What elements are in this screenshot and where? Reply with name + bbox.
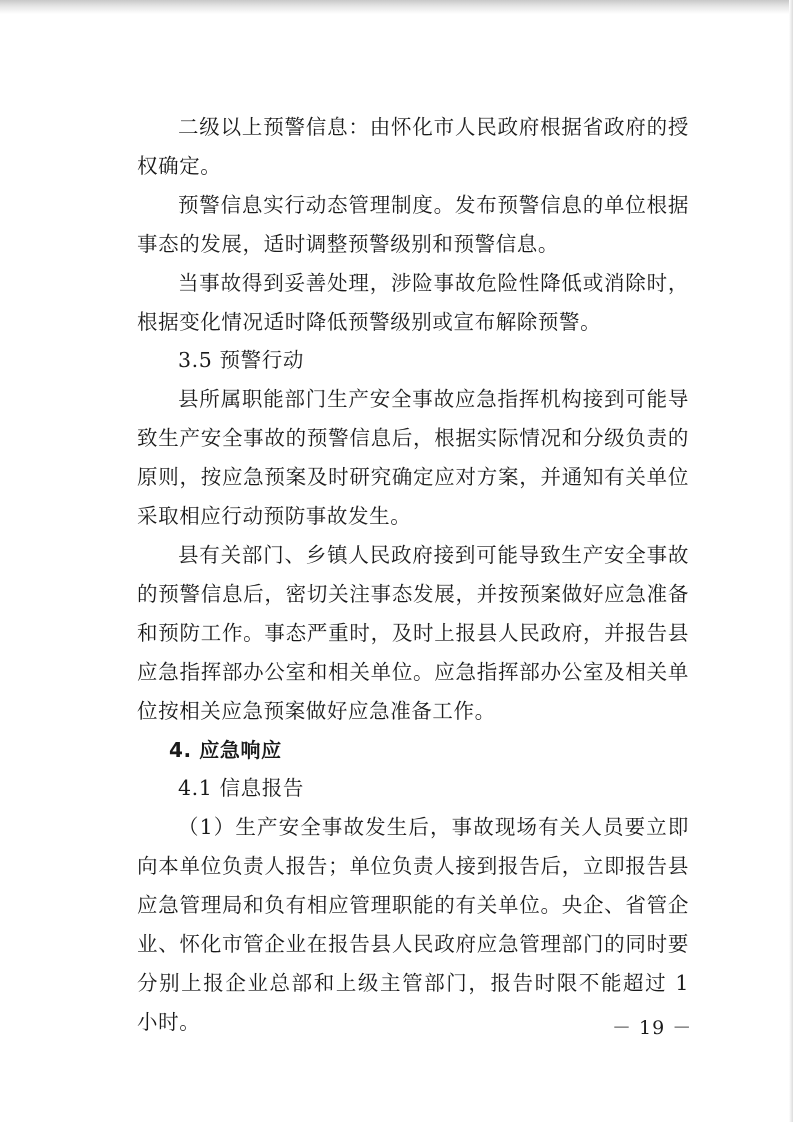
subheading-4-1: 4.1 信息报告 bbox=[178, 776, 304, 801]
paragraph-warning-level-2: 二级以上预警信息：由怀化市人民政府根据省政府的授权确定。 bbox=[137, 115, 689, 178]
subheading-3-5: 3.5 预警行动 bbox=[178, 348, 304, 373]
paragraph-info-report-1: （1）生产安全事故发生后，事故现场有关人员要立即向本单位负责人报告；单位负责人接到报告后，立即报告县应急管理局和负有相应管理职能的有关单位。央企、省管企业、怀化市管企业在报告县人民政府应急管理部门的同时要分别上报企业总部和上级主管部门，报告时限不能超过 1 小时。 bbox=[137, 815, 689, 1034]
heading-4-emergency-response: 4. 应急响应 bbox=[169, 737, 282, 762]
scan-edge-top bbox=[0, 0, 793, 14]
page-number: － 19 － bbox=[612, 1017, 693, 1039]
document-body bbox=[137, 108, 689, 1042]
paragraph-county-departments: 县所属职能部门生产安全事故应急指挥机构接到可能导致生产安全事故的预警信息后，根据实际情况和分级负责的原则，按应急预案及时研究确定应对方案，并通知有关单位采取相应行动预防事故发生。 bbox=[137, 387, 689, 529]
scan-edge-right bbox=[789, 0, 793, 1122]
paragraph-lift-warning: 当事故得到妥善处理，涉险事故危险性降低或消除时，根据变化情况适时降低预警级别或宣布解除预警。 bbox=[137, 270, 689, 334]
paragraph-dynamic-management: 预警信息实行动态管理制度。发布预警信息的单位根据事态的发展，适时调整预警级别和预警信息。 bbox=[137, 192, 689, 256]
paragraph-townships: 县有关部门、乡镇人民政府接到可能导致生产安全事故的预警信息后，密切关注事态发展，并按预案做好应急准备和预防工作。事态严重时，及时上报县人民政府，并报告县应急指挥部办公室和相关单位。应急指挥部办公室及相关单位按相关应急预案做好应急准备工作。 bbox=[137, 542, 689, 723]
